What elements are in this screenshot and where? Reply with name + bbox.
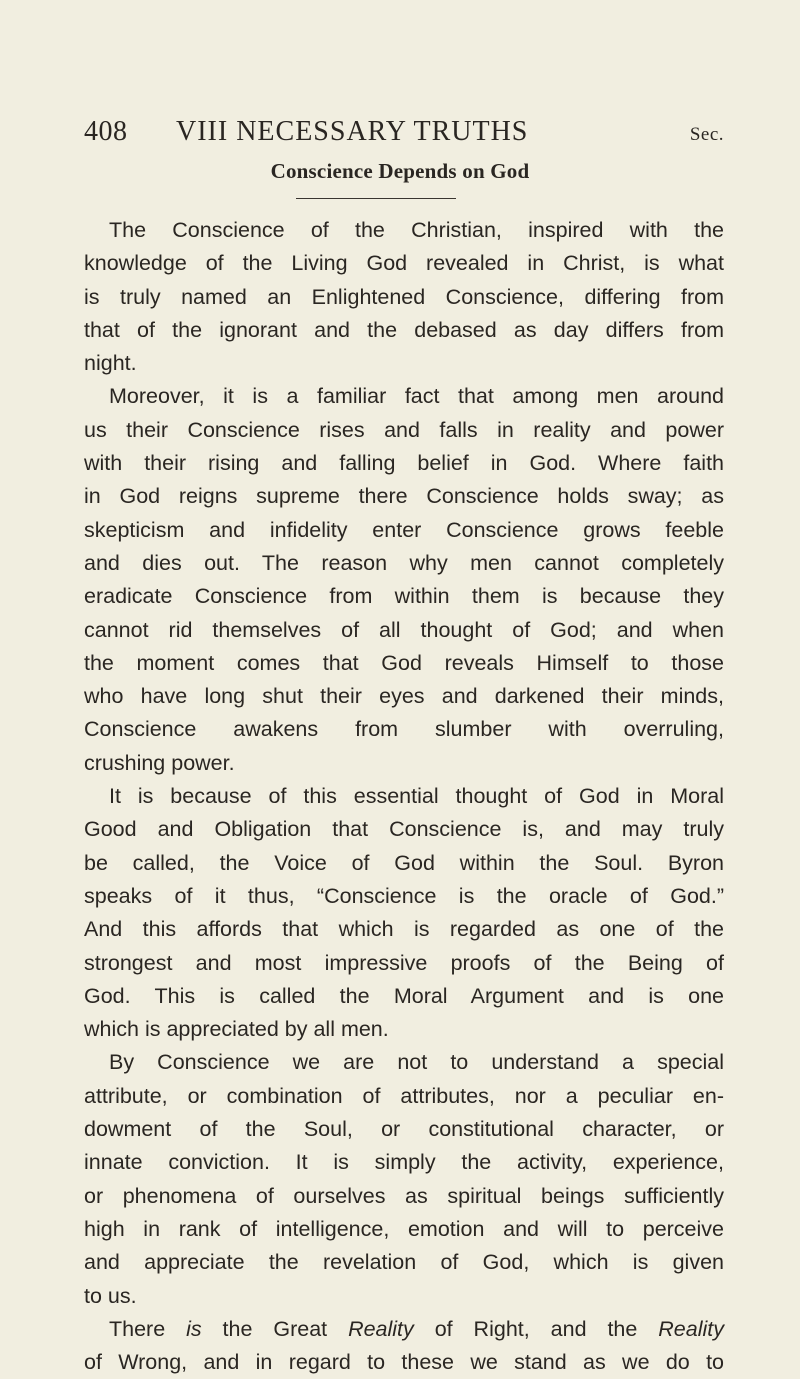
text-line: and dies out. The reason why men cannot completely <box>84 550 724 575</box>
text-line: strongest and most impressive proofs of the Being of <box>84 950 724 975</box>
text-line: speaks of it thus, “Conscience is the oracle of God.” <box>84 883 724 908</box>
heading-rule <box>296 198 456 199</box>
text-line: cannot rid themselves of all thought of God; and when <box>84 617 724 642</box>
text-line: the moment comes that God reveals Himself to those <box>84 650 724 675</box>
emphasis-is: is <box>186 1316 202 1341</box>
text-line-with-emphasis <box>84 1313 724 1346</box>
text-line: that of the ignorant and the debased as day differs from <box>84 317 724 342</box>
section-mark: Sec. <box>689 124 724 145</box>
text-line: to us. <box>84 1283 137 1308</box>
text-line: who have long shut their eyes and darkened their minds, <box>84 684 724 709</box>
text-line: innate conviction. It is simply the activity, experience, <box>84 1150 724 1175</box>
text-line: be called, the Voice of God within the Soul. Byron <box>84 850 724 875</box>
text-segment: There <box>109 1316 187 1341</box>
text-line: dowment of the Soul, or constitutional character, or <box>84 1117 724 1142</box>
text-line: Conscience awakens from slumber with overruling, <box>84 717 724 742</box>
text-line: Moreover, it is a familiar fact that among men around <box>109 384 724 409</box>
text-line: is truly named an Enlightened Conscience, differing from <box>84 284 724 309</box>
text-line: eradicate Conscience from within them is because they <box>84 584 724 609</box>
text-line: skepticism and infidelity enter Conscience grows feeble <box>84 517 724 542</box>
text-line: God. This is called the Moral Argument and is one <box>84 983 724 1008</box>
running-head <box>84 116 724 156</box>
section-heading: Conscience Depends on God <box>270 159 530 183</box>
body-text <box>84 214 724 1379</box>
text-line: knowledge of the Living God revealed in Christ, is what <box>84 251 724 276</box>
text-line: which is appreciated by all men. <box>84 1017 389 1042</box>
text-line: in God reigns supreme there Conscience holds sway; as <box>84 484 724 509</box>
text-line: high in rank of intelligence, emotion and will to perceive <box>84 1216 724 1241</box>
text-line: of Wrong, and in regard to these we stand as we do to <box>84 1350 724 1375</box>
text-line: night. <box>84 351 137 376</box>
text-line: or phenomena of ourselves as spiritual beings sufficiently <box>84 1183 724 1208</box>
text-line: crushing power. <box>84 750 235 775</box>
text-segment: of Right, and the <box>413 1316 659 1341</box>
text-line: attribute, or combination of attributes, nor a peculiar en- <box>84 1083 724 1108</box>
chapter-title: VIII NECESSARY TRUTHS <box>176 116 529 147</box>
text-line: Good and Obligation that Conscience is, and may truly <box>84 817 724 842</box>
emphasis-reality: Reality <box>348 1316 414 1341</box>
text-line: By Conscience we are not to understand a special <box>109 1050 724 1075</box>
text-line: with their rising and falling belief in God. Where faith <box>84 451 724 476</box>
text-line: and appreciate the revelation of God, which is given <box>84 1250 724 1275</box>
emphasis-reality: Reality <box>658 1316 724 1341</box>
text-line: The Conscience of the Christian, inspired with the <box>109 218 724 242</box>
text-line: us their Conscience rises and falls in reality and power <box>84 417 724 442</box>
page-number: 408 <box>84 116 128 147</box>
text-segment: the Great <box>201 1316 349 1341</box>
text-line: And this affords that which is regarded as one of the <box>84 917 724 942</box>
text-line: It is because of this essential thought of God in Moral <box>109 784 724 809</box>
